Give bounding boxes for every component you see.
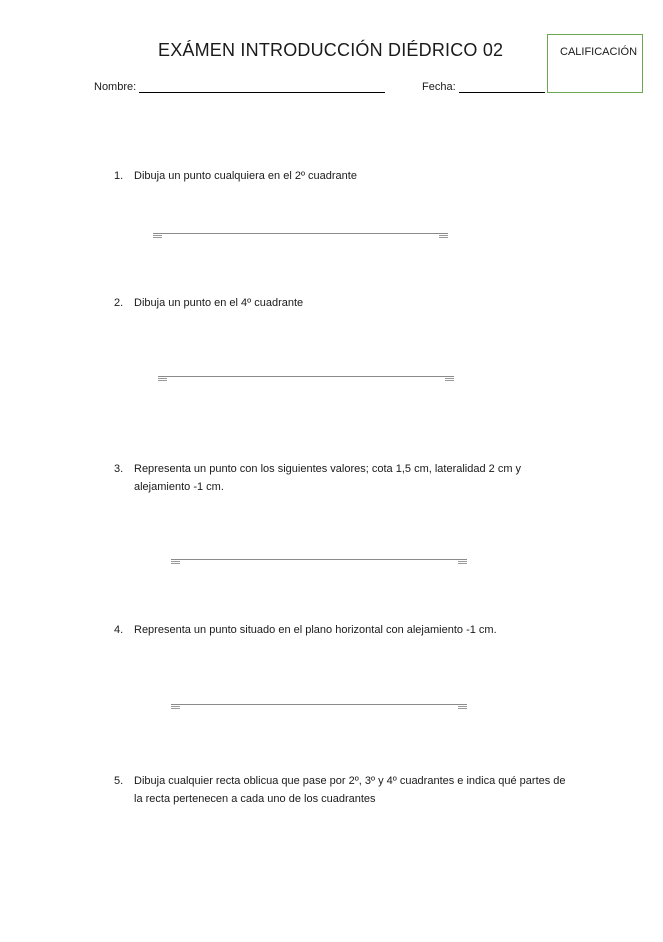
ground-line-right-mark (445, 378, 454, 381)
question-number: 1. (114, 170, 124, 182)
question-4 (114, 621, 584, 639)
question-5 (114, 772, 584, 808)
question-3 (114, 460, 584, 496)
ground-line-main (171, 559, 467, 560)
ground-line-1 (153, 233, 448, 241)
question-number: 2. (114, 297, 124, 309)
grade-box (547, 34, 643, 93)
name-field (94, 80, 385, 93)
date-label: Fecha: (422, 81, 456, 93)
ground-line-main (158, 376, 454, 377)
ground-line-right-mark (439, 235, 448, 238)
question-1 (114, 167, 584, 185)
ground-line-2 (158, 376, 454, 384)
question-number: 4. (114, 624, 124, 636)
ground-line-left-mark (158, 378, 167, 381)
ground-line-left-mark (171, 561, 180, 564)
ground-line-main (171, 704, 467, 705)
question-text: Representa un punto situado en el plano horizontal con alejamiento -1 cm. (134, 624, 497, 636)
ground-line-left-mark (171, 706, 180, 709)
name-line[interactable] (139, 80, 385, 93)
ground-line-right-mark (458, 706, 467, 709)
question-text: Dibuja un punto en el 4º cuadrante (134, 297, 304, 309)
grade-label: CALIFICACIÓN (560, 46, 638, 58)
question-text: Dibuja cualquier recta oblicua que pase por 2º, 3º y 4º cuadrantes e indica qué partes de la recta pertenecen a cada uno de los cuadrantes (134, 775, 566, 805)
question-2 (114, 294, 584, 312)
question-text: Dibuja un punto cualquiera en el 2º cuadrante (134, 170, 357, 182)
ground-line-right-mark (458, 561, 467, 564)
date-field (422, 80, 545, 93)
ground-line-4 (171, 704, 467, 712)
page-title: EXÁMEN INTRODUCCIÓN DIÉDRICO 02 (158, 40, 504, 60)
ground-line-main (153, 233, 448, 234)
question-number: 5. (114, 775, 124, 787)
name-label: Nombre: (94, 81, 137, 93)
ground-line-left-mark (153, 235, 162, 238)
question-text: Representa un punto con los siguientes valores; cota 1,5 cm, lateralidad 2 cm y alejamiento -1 cm. (134, 463, 522, 493)
ground-line-3 (171, 559, 467, 567)
question-number: 3. (114, 463, 124, 475)
date-line[interactable] (459, 80, 545, 93)
